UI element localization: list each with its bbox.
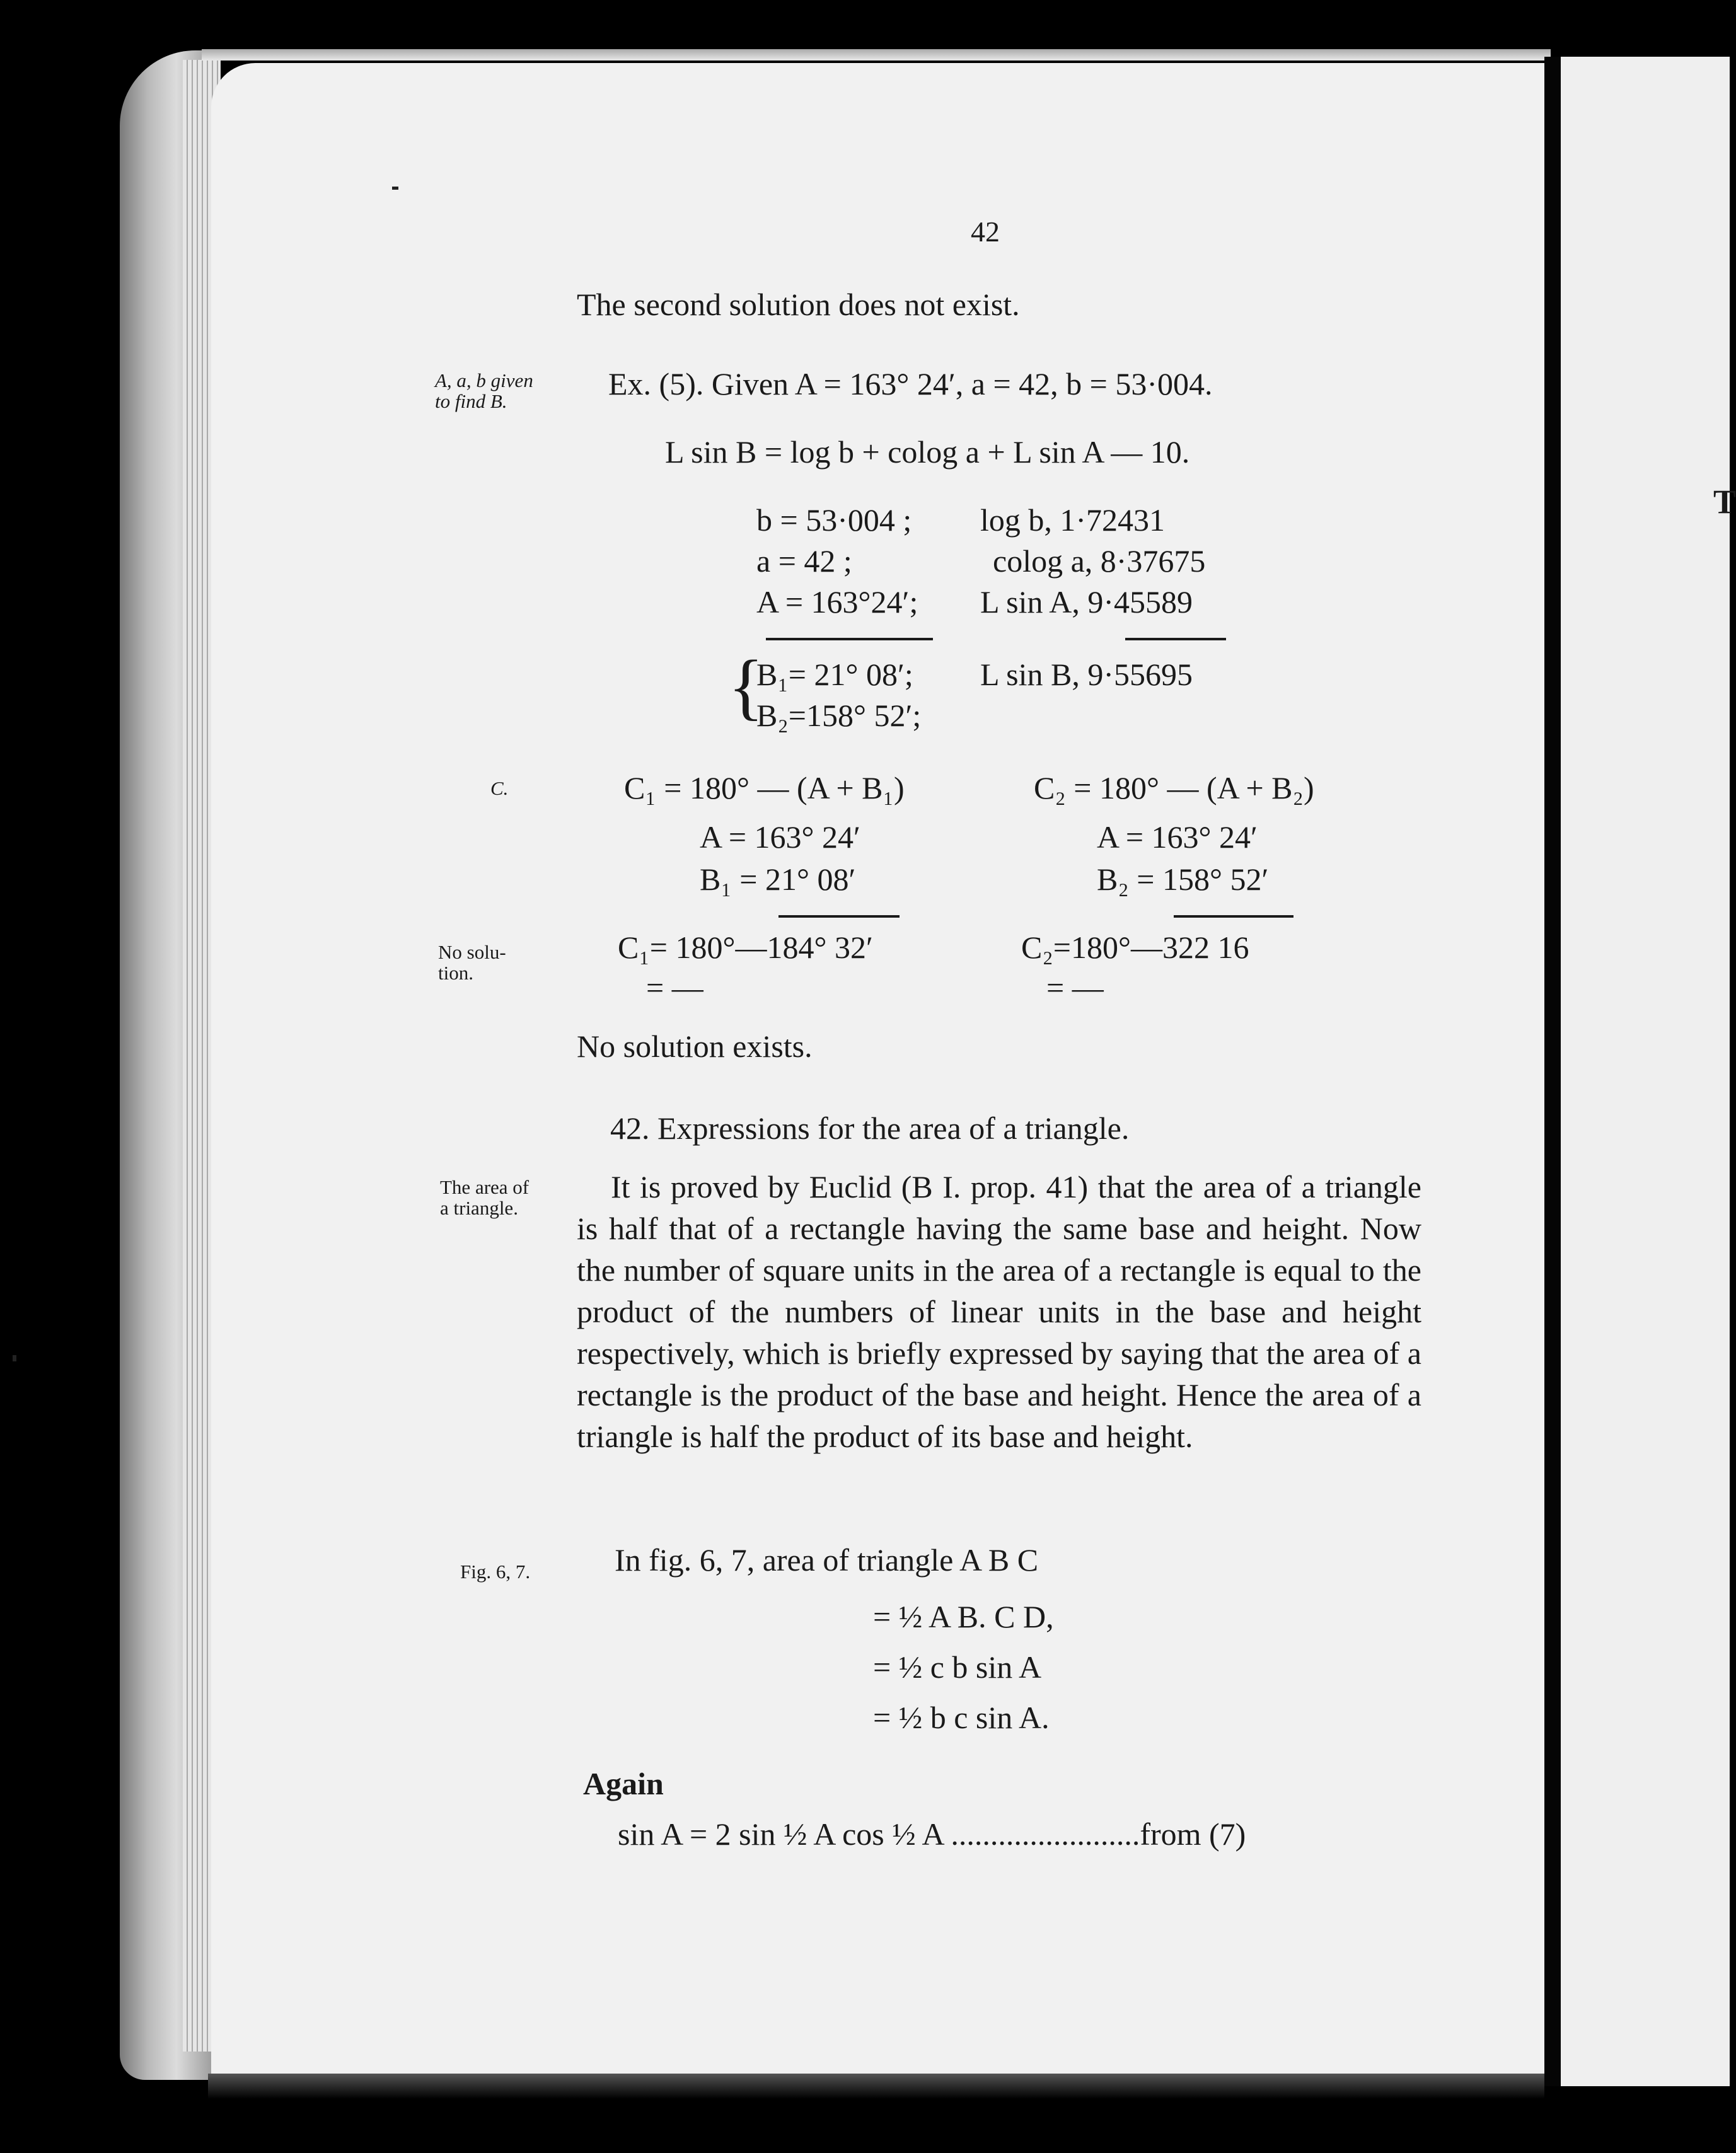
- c2-B2: B₂ = 158° 52′: [1097, 862, 1269, 897]
- value-B2: B₂=158° 52′;: [756, 698, 922, 733]
- value-b: b = 53·004 ;: [756, 502, 912, 538]
- c1-equals-dash: = —: [646, 970, 703, 1005]
- line-second-solution: The second solution does not exist.: [577, 287, 1020, 322]
- value-B1: B₁= 21° 08′;: [756, 657, 913, 692]
- margin-note-given-text: A, a, b given to find B.: [435, 369, 533, 412]
- margin-note-fig: Fig. 6, 7.: [460, 1561, 531, 1583]
- log-b: log b, 1·72431: [980, 502, 1166, 538]
- c1-result: C₁= 180°—184° 32′: [618, 930, 873, 965]
- page-bottom-shadow: [208, 2074, 1544, 2099]
- brace-solutions: {: [728, 645, 764, 727]
- fig-area-line: In fig. 6, 7, area of triangle A B C: [615, 1542, 1039, 1578]
- value-A: A = 163°24′;: [756, 584, 918, 620]
- rule-right-sum: [1125, 638, 1226, 640]
- l-sin-b: L sin B, 9·55695: [980, 657, 1193, 692]
- c2-equals-dash: = —: [1046, 970, 1104, 1005]
- dust-speck: [392, 187, 398, 190]
- example-5-line: Ex. (5). Given A = 163° 24′, a = 42, b = 53·004.: [608, 366, 1213, 401]
- area-eq-2: = ½ c b sin A: [873, 1649, 1042, 1685]
- facing-page: [1561, 57, 1730, 2086]
- again-line: Again: [583, 1766, 664, 1801]
- l-sin-a: L sin A, 9·45589: [980, 584, 1193, 620]
- rule-left-sum: [766, 638, 933, 640]
- c2-A: A = 163° 24′: [1097, 819, 1258, 855]
- c1-heading: C₁ = 180° — (A + B₁): [624, 770, 905, 805]
- c1-B1: B₁ = 21° 08′: [700, 862, 856, 897]
- margin-note-no-solution: No solu- tion.: [438, 941, 506, 984]
- no-solution-line: No solution exists.: [577, 1029, 813, 1064]
- area-eq-1: = ½ A B. C D,: [873, 1599, 1054, 1634]
- sin-double-angle-line: sin A = 2 sin ½ A cos ½ A ........................from (7): [618, 1816, 1246, 1852]
- colog-a: colog a, 8·37675: [993, 543, 1206, 579]
- rule-c2: [1174, 915, 1293, 918]
- log-formula: L sin B = log b + colog a + L sin A — 10.: [665, 434, 1190, 470]
- book-page: [211, 63, 1544, 2074]
- book-gutter: [1544, 57, 1561, 2086]
- c2-result: C₂=180°—322 16: [1021, 930, 1249, 965]
- page-number: 42: [971, 216, 1000, 248]
- facing-page-letter: T: [1713, 483, 1736, 521]
- rule-c1: [778, 915, 900, 918]
- value-a: a = 42 ;: [756, 543, 852, 579]
- area-paragraph: [577, 1166, 1421, 1457]
- c1-A: A = 163° 24′: [700, 819, 860, 855]
- area-eq-3: = ½ b c sin A.: [873, 1700, 1050, 1735]
- margin-note-area: The area of a triangle.: [440, 1176, 529, 1219]
- area-paragraph-text: It is proved by Euclid (B I. prop. 41) that the area of a triangle is half that of a rectangle having the same base and height. Now the number of square units in the area of a rectangle is equal to the product of the numbers of linear units in the base and height respectively, which is briefly expressed by saying that the area of a rectangle is the product of the base and height. Hence the area of a triangle is half the product of its base and height.: [577, 1169, 1421, 1454]
- c2-heading: C₂ = 180° — (A + B₂): [1034, 770, 1314, 805]
- section-42-heading: 42. Expressions for the area of a triangle.: [610, 1111, 1130, 1146]
- page-top-edge: [202, 49, 1551, 61]
- margin-note-given: [435, 371, 533, 412]
- margin-note-c: C.: [490, 777, 509, 799]
- dust-speck: [13, 1355, 16, 1361]
